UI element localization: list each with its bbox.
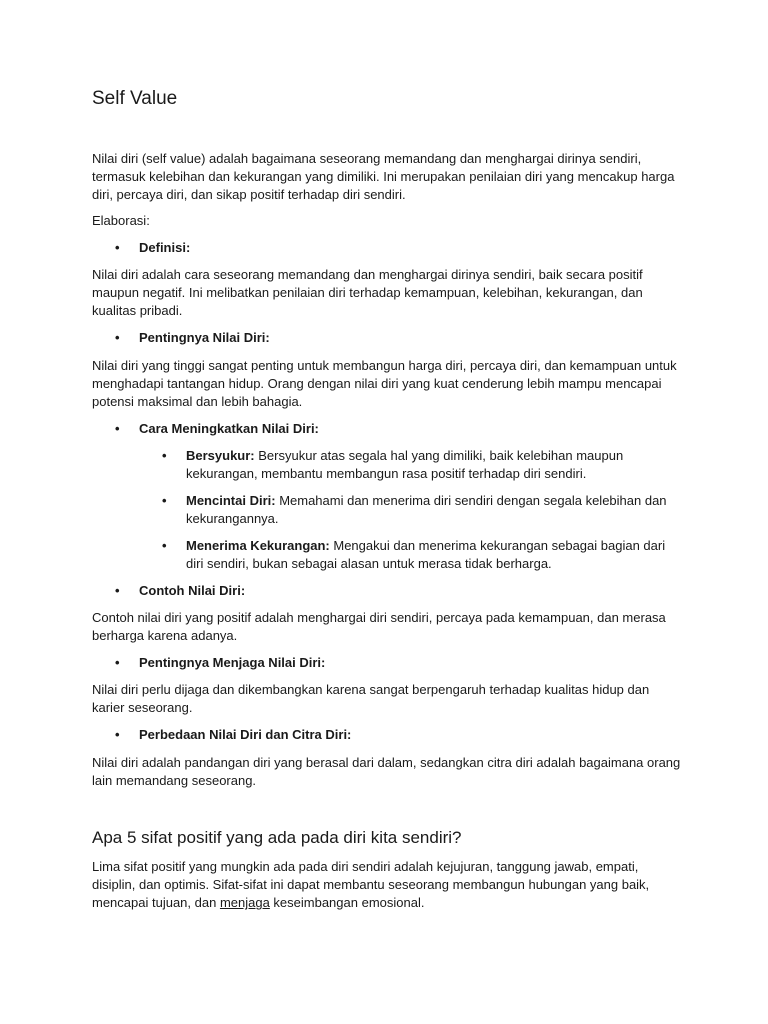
- perbedaan-paragraph: Nilai diri adalah pandangan diri yang berasal dari dalam, sedangkan citra diri adalah bagaimana orang lain memandang seseorang.: [92, 755, 681, 789]
- contoh-paragraph: Contoh nilai diri yang positif adalah menghargai diri sendiri, percaya pada kemampuan, dan merasa berharga karena adanya.: [92, 610, 666, 644]
- pentingnya-paragraph: Nilai diri yang tinggi sangat penting untuk membangun harga diri, percaya diri, dan kemampuan untuk menghadapi tantangan hidup. Orang dengan nilai diri yang kuat cenderung lebih mampu mencapai potensi maksimal dan lebih bahagia.: [92, 358, 677, 410]
- elaborasi-label: Elaborasi:: [92, 213, 150, 228]
- cara-item: [186, 492, 676, 528]
- menjaga-paragraph: Nilai diri perlu dijaga dan dikembangkan karena sangat berpengaruh terhadap kualitas hidup dan karier seseorang.: [92, 682, 650, 716]
- page-title: Self Value: [92, 88, 178, 109]
- cara-item-term: Mencintai Diri:: [186, 493, 276, 508]
- underlined-word: menjaga: [219, 895, 270, 911]
- cara-item-text: Mengakui dan menerima kekurangan sebagai bagian dari diri sendiri, bukan sebagai alasan untuk merasa tidak berharga.: [186, 538, 666, 572]
- menjaga-heading: • Pentingnya Menjaga Nilai Diri:: [139, 654, 684, 672]
- cara-item-term: Menerima Kekurangan:: [186, 538, 330, 553]
- cara-item-text: Bersyukur atas segala hal yang dimiliki, baik kelebihan maupun kekurangan, membantu membangun rasa positif terhadap diri sendiri.: [186, 448, 624, 482]
- cara-item: [186, 537, 676, 573]
- perbedaan-heading: • Perbedaan Nilai Diri dan Citra Diri:: [139, 726, 684, 744]
- definisi-heading: • Definisi:: [139, 239, 684, 257]
- cara-heading: • Cara Meningkatkan Nilai Diri:: [139, 420, 684, 438]
- section2-text-before: Lima sifat positif yang mungkin ada pada diri sendiri adalah kejujuran, tanggung jawab, empati, disiplin, dan optimis. Sifat-sifat ini dapat membantu seseorang membangun hubungan yang baik, mencapai tujuan, dan: [92, 859, 650, 911]
- section2-text-after: keseimbangan emosional.: [269, 895, 425, 911]
- contoh-heading: • Contoh Nilai Diri:: [139, 582, 684, 600]
- pentingnya-heading: • Pentingnya Nilai Diri:: [139, 329, 684, 347]
- cara-item-term: Bersyukur:: [186, 448, 255, 463]
- intro-paragraph: Nilai diri (self value) adalah bagaimana seseorang memandang dan menghargai dirinya sendiri, termasuk kelebihan dan kekurangan yang dimiliki. Ini merupakan penilaian diri yang mencakup harga diri, percaya diri, dan sikap positif terhadap diri sendiri.: [92, 151, 675, 203]
- cara-item-text: Memahami dan menerima diri sendiri dengan segala kelebihan dan kekurangannya.: [186, 493, 667, 527]
- definisi-paragraph: Nilai diri adalah cara seseorang memandang dan menghargai dirinya sendiri, baik secara positif maupun negatif. Ini melibatkan penilaian diri terhadap kemampuan, kelebihan, kekurangan, dan kualitas pribadi.: [92, 267, 643, 319]
- section2-paragraph: [92, 858, 682, 913]
- cara-item: [186, 447, 676, 483]
- section2-title: Apa 5 sifat positif yang ada pada diri kita sendiri?: [92, 828, 462, 847]
